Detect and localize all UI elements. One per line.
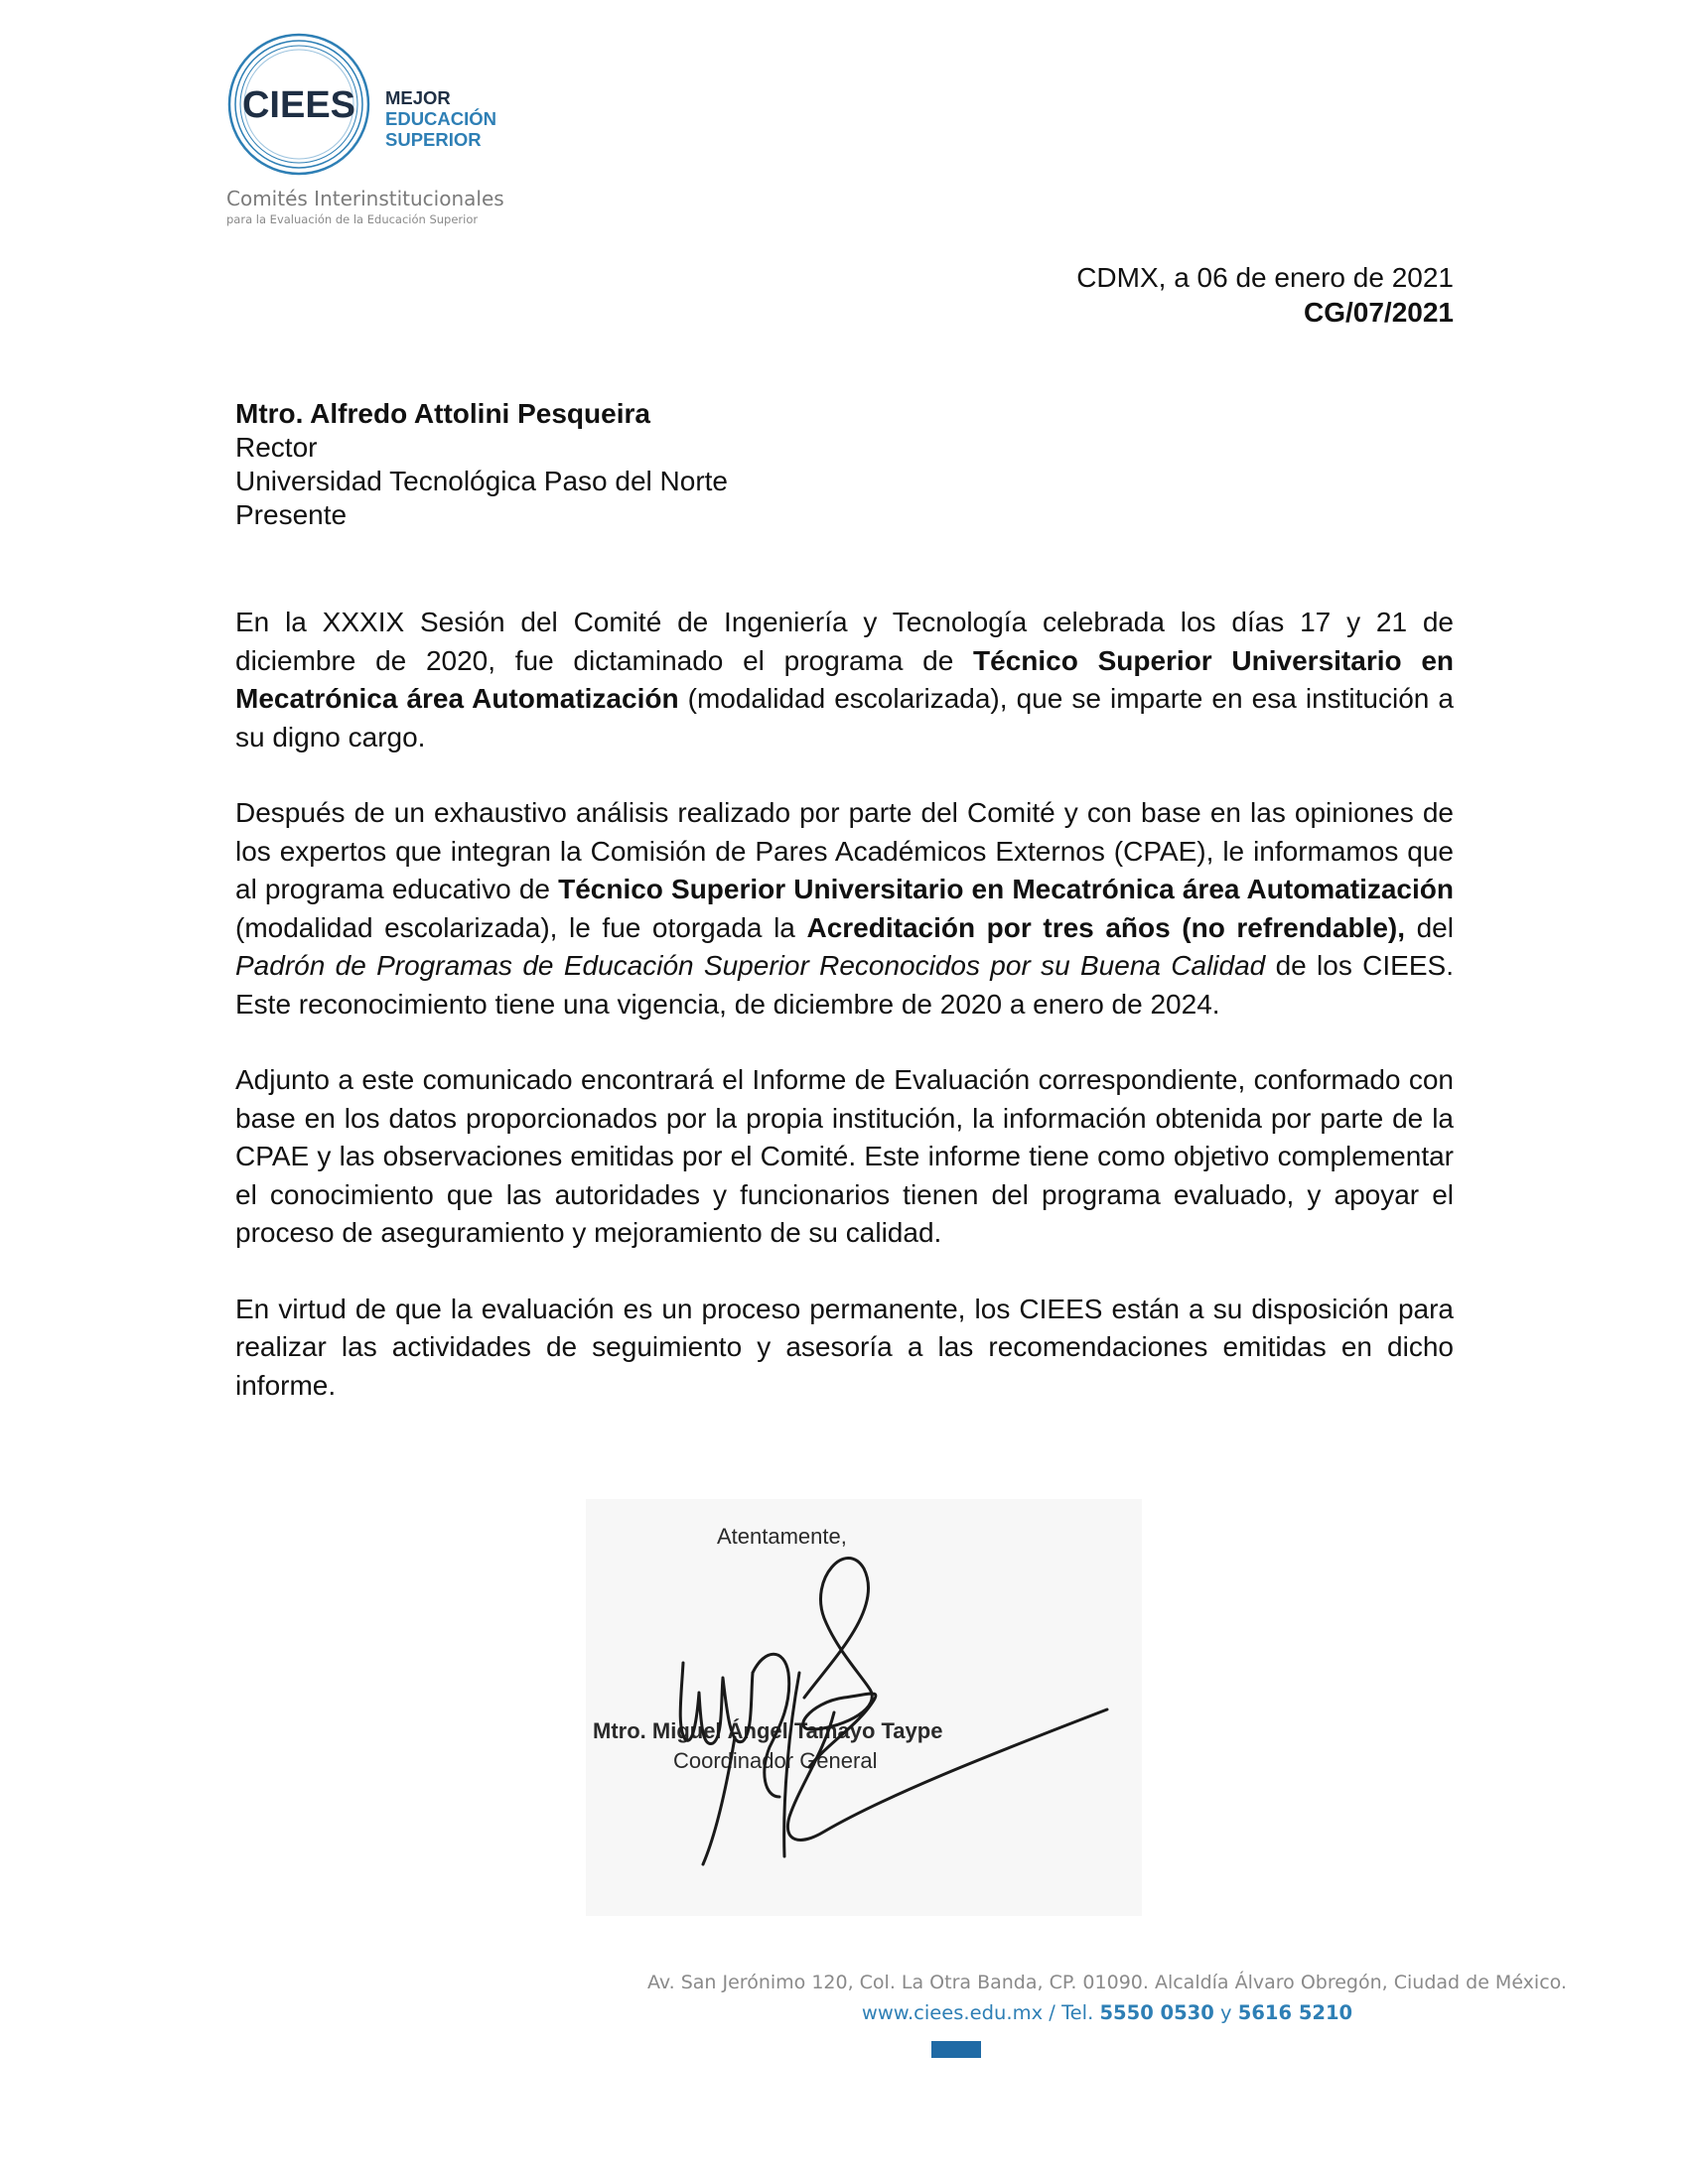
p2-program-name: Técnico Superior Universitario en Mecatrónica área Automatización <box>558 874 1454 904</box>
org-name: Comités Interinstitucionales <box>226 187 504 210</box>
p2-text-a: Después de un exhaustivo análisis realizado por parte del Comité y con base en las opiniones de los expertos que integran la Comisión de Pares Académicos Externos (CPAE), le informamos que al programa educativo de <box>235 797 1454 904</box>
p1-program-name: Técnico Superior Universitario en Mecatrónica área Automatización <box>235 644 1454 714</box>
phone-2: 5616 5210 <box>1237 2001 1353 2024</box>
p2-text-c: (modalidad escolarizada), le fue otorgada la <box>235 911 807 943</box>
recipient-salutation: Presente <box>235 499 348 530</box>
address-text: Av. San Jerónimo 120, Col. La Otra Banda, CP. 01090. Alcaldía Álvaro Obregón, Ciudad de México. <box>647 1972 1567 1993</box>
footer-address <box>0 1972 1688 1993</box>
paragraph-4: En virtud de que la evaluación es un proceso permanente, los CIEES están a su disposición para realizar las actividades de seguimiento y asesoría a las recomendaciones emitidas en dicho informe. <box>235 1293 1454 1401</box>
letter-date: CDMX, a 06 de enero de 2021 <box>1076 262 1454 293</box>
recipient-block <box>235 397 728 532</box>
ciees-seal-icon <box>226 30 375 179</box>
p1-text-a: En la XXXIX Sesión del Comité de Ingeniería y Tecnología celebrada los días 17 y 21 de diciembre de 2020, fue dictaminado el programa de <box>235 607 1454 676</box>
handwritten-signature-icon <box>586 1499 1142 1916</box>
org-subtitle: para la Evaluación de la Educación Superior <box>226 212 479 226</box>
paragraph-3: Adjunto a este comunicado encontrará el Informe de Evaluación correspondiente, conformado con base en los datos proporcionados por la propia institución, la información obtenida por parte de la CPAE y las observaciones emitidas por el Comité. Este informe tiene como objetivo complementar el conocimiento que las autoridades y funcionarios tienen del programa evaluado, y apoyar el proceso de aseguramiento y mejoramiento de su calidad. <box>235 1064 1454 1248</box>
date-block <box>1076 260 1454 330</box>
signer-title: Coordinador General <box>673 1748 878 1773</box>
phone-1: 5550 0530 <box>1099 2001 1214 2024</box>
p2-text-g: de los CIEES. Este reconocimiento tiene una vigencia, de diciembre de 2020 a enero de 2024. <box>235 950 1454 1020</box>
recipient-title: Rector <box>235 432 318 463</box>
paragraph-2 <box>235 794 1454 1024</box>
ciees-logo <box>226 30 514 228</box>
recipient-name: Mtro. Alfredo Attolini Pesqueira <box>235 398 650 429</box>
tagline-line-1: MEJOR <box>385 87 451 108</box>
tagline-line-2: EDUCACIÓN <box>385 108 497 129</box>
recipient-institution: Universidad Tecnológica Paso del Norte <box>235 466 728 496</box>
logo-wordmark: CIEES <box>241 84 356 126</box>
footer-accent-bar <box>931 2041 981 2058</box>
footer-contact <box>0 2001 1688 2024</box>
logo-tagline <box>385 87 496 150</box>
p1-text-c: (modalidad escolarizada), que se imparte en esa institución a su digno cargo. <box>235 683 1454 752</box>
p2-registry-name: Padrón de Programas de Educación Superior Reconocidos por su Buena Calidad <box>235 950 1266 981</box>
letter-reference: CG/07/2021 <box>1304 297 1454 328</box>
p2-accreditation: Acreditación por tres años (no refrendable), <box>806 911 1406 943</box>
phone-separator: y <box>1213 2001 1238 2024</box>
closing: Atentamente, <box>717 1524 847 1549</box>
tagline-line-3: SUPERIOR <box>385 129 482 150</box>
website-and-tel: www.ciees.edu.mx / Tel. <box>861 2001 1100 2024</box>
signer-name: Mtro. Miguel Ángel Tamayo Taype <box>593 1718 943 1743</box>
p2-text-e: del <box>1405 911 1454 943</box>
paragraph-1 <box>235 604 1454 756</box>
letter-body <box>235 604 1454 1442</box>
